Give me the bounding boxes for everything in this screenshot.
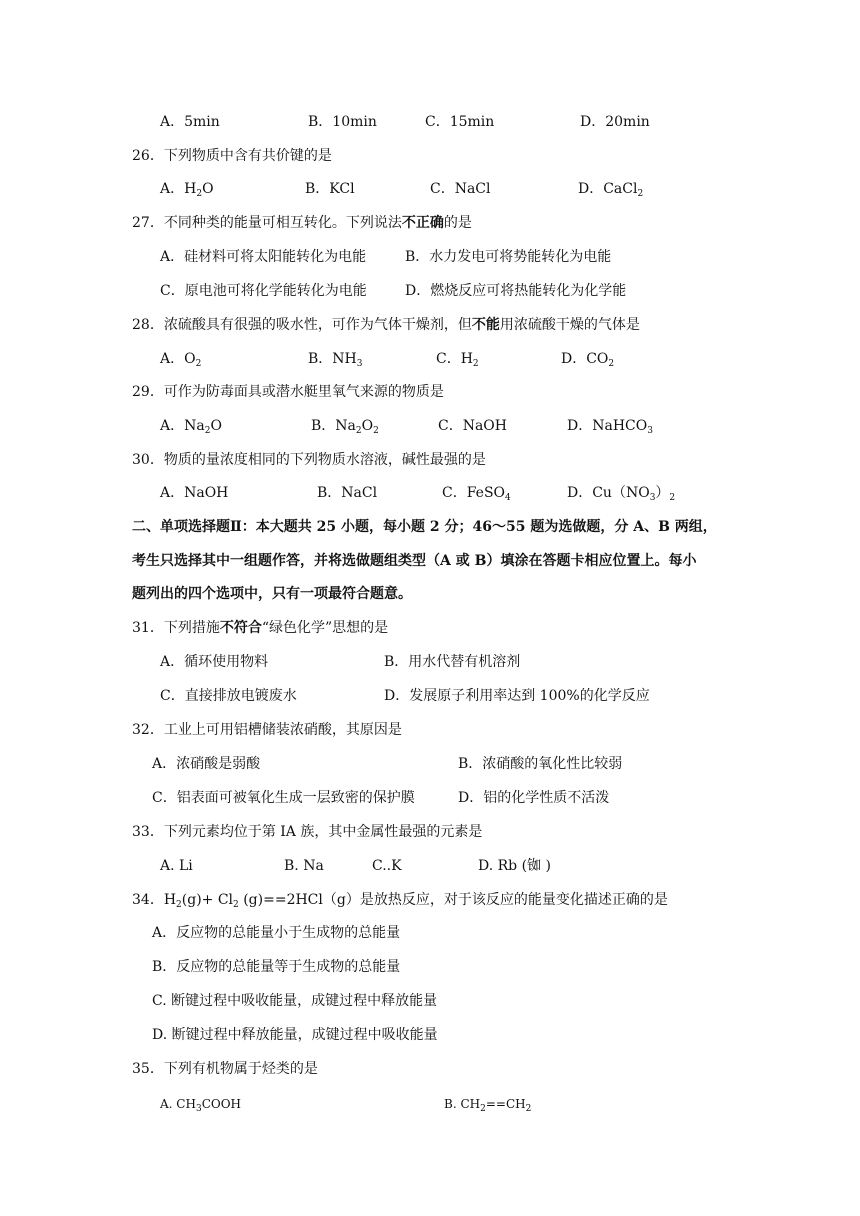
q29-option-d: D．NaHCO$_3$: [567, 418, 653, 436]
q34-stem: 34．$H_2(g)+ Cl_2$ (g)==2HCl（g）是放热反应，对于该反应的能量变化描述正确的是: [132, 892, 668, 910]
q29-stem: 29．可作为防毒面具或潜水艇里氧气来源的物质是: [132, 384, 444, 400]
q32-option-d: D．铝的化学性质不活泼: [458, 790, 610, 806]
q26-option-c: C．NaCl: [430, 181, 491, 197]
q30-option-c: C．FeSO$_4$: [442, 485, 511, 503]
q30-option-a: A．NaOH: [160, 485, 229, 501]
q34-option-d: D. 断键过程中释放能量，成键过程中吸收能量: [152, 1027, 438, 1043]
q27-option-c: C．原电池可将化学能转化为电能: [160, 283, 367, 299]
q30-stem: 30．物质的量浓度相同的下列物质水溶液，碱性最强的是: [132, 452, 486, 468]
q25-option-a: A．5min: [160, 114, 220, 130]
q31-option-b: B．用水代替有机溶剂: [384, 654, 521, 670]
q27-option-d: D．燃烧反应可将热能转化为化学能: [405, 283, 627, 299]
q26-option-b: B．KCl: [305, 181, 355, 197]
q28-option-b: B．$NH_3$: [308, 351, 363, 369]
q33-option-a: A. Li: [160, 858, 193, 874]
q27-stem: 27．不同种类的能量可相互转化。下列说法不正确的是: [132, 215, 472, 231]
q32-stem: 32．工业上可用铝槽储装浓硝酸，其原因是: [132, 722, 402, 738]
q34-option-c: C. 断键过程中吸收能量，成键过程中释放能量: [152, 993, 438, 1009]
q35-option-a: A. $CH_3COOH$: [160, 1097, 242, 1114]
q26-option-d: D．CaCl$_2$: [578, 181, 644, 199]
q29-option-a: A．$Na_2O$: [160, 418, 222, 436]
q34-option-b: B．反应物的总能量等于生成物的总能量: [152, 959, 401, 975]
q31-option-a: A．循环使用物料: [160, 654, 269, 670]
q30-option-d: D．$Cu(NO_3)_2$: [567, 485, 676, 503]
section2-line-3: 题列出的四个选项中，只有一项最符合题意。: [132, 586, 412, 602]
q31-option-c: C．直接排放电镀废水: [160, 688, 297, 704]
q28-option-c: C．$H_2$: [436, 351, 479, 369]
q34-option-a: A．反应物的总能量小于生成物的总能量: [152, 925, 401, 941]
q28-stem: 28．浓硫酸具有很强的吸水性，可作为气体干燥剂，但不能用浓硫酸干燥的气体是: [132, 317, 640, 333]
q25-option-c: C．15min: [425, 114, 495, 130]
q26-stem: 26．下列物质中含有共价键的是: [132, 148, 332, 164]
q35-stem: 35．下列有机物属于烃类的是: [132, 1061, 318, 1077]
q30-option-b: B．NaCl: [317, 485, 378, 501]
section2-line-1: 二、单项选择题Ⅱ：本大题共 25 小题，每小题 2 分；46～55 题为选做题，分 A、B 两组，: [132, 519, 717, 535]
q33-stem: 33．下列元素均位于第 IA 族，其中金属性最强的元素是: [132, 824, 483, 840]
q33-option-d: D. Rb (铷 ): [478, 858, 551, 874]
q33-option-c: C..K: [372, 858, 402, 874]
q25-option-b: B．10min: [308, 114, 377, 130]
q35-option-b: B. $CH_2==CH_2$: [444, 1097, 532, 1114]
q31-stem: 31．下列措施不符合“绿色化学”思想的是: [132, 620, 389, 636]
q29-option-c: C．NaOH: [438, 418, 507, 434]
section2-line-2: 考生只选择其中一组题作答，并将选做题组类型（A 或 B）填涂在答题卡相应位置上。每小: [132, 553, 697, 569]
q31-option-d: D．发展原子利用率达到 100%的化学反应: [384, 688, 650, 704]
q32-option-b: B．浓硝酸的氧化性比较弱: [458, 756, 623, 772]
q27-option-a: A．硅材料可将太阳能转化为电能: [160, 249, 367, 265]
q28-option-d: D．$CO_2$: [561, 351, 615, 369]
q26-option-a: A．$H_2O$: [160, 181, 214, 199]
q33-option-b: B. Na: [284, 858, 324, 874]
q25-option-d: D．20min: [580, 114, 650, 130]
q28-option-a: A．$O_2$: [160, 351, 202, 369]
q32-option-a: A．浓硝酸是弱酸: [152, 756, 261, 772]
q29-option-b: B．$Na_2O_2$: [311, 418, 379, 436]
q32-option-c: C．铝表面可被氧化生成一层致密的保护膜: [152, 790, 415, 806]
q27-option-b: B．水力发电可将势能转化为电能: [405, 249, 612, 265]
